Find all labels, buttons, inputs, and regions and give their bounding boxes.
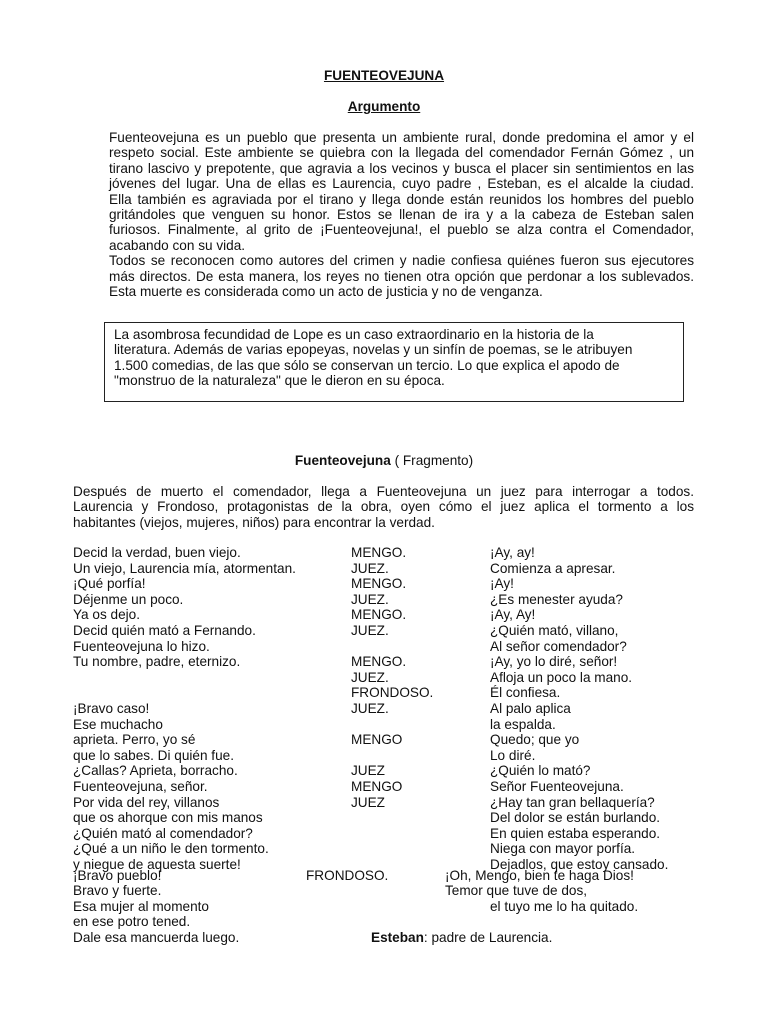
verse-line: ¡Bravo caso!	[73, 701, 150, 716]
verse-line: Señor Fuenteovejuna.	[490, 779, 624, 794]
verse-line: Bravo y fuerte.	[73, 883, 162, 898]
verse-line: Niega con mayor porfía.	[490, 841, 636, 857]
verse-line: ¡Ay, ay!	[490, 545, 535, 560]
verse-line: ¿Hay tan gran bellaquería?	[490, 794, 655, 810]
verse-line: ¿Quién mató al comendador?	[73, 825, 253, 841]
intro-line: habitantes (viejos, mujeres, niños) para encontrar la verdad.	[73, 514, 435, 530]
argument-line: más directos. De esta manera, los reyes no tienen otra opción que perdonar a los sublevados.	[109, 268, 694, 284]
section-subtitle: Argumento	[347, 99, 421, 114]
info-box-line: "monstruo de la naturaleza" que le dieron en su época.	[114, 373, 445, 389]
argument-line: acabando con su vida.	[109, 237, 246, 253]
verse-line: Temor que tuve de dos,	[445, 883, 588, 898]
speaker-name: MENGO.	[351, 545, 407, 560]
verse-line: Comienza a apresar.	[490, 560, 616, 576]
argument-line: respeto social. Este ambiente se quiebra con la llegada del comendador Fernán Gómez , un	[109, 145, 694, 161]
character-note-name: Esteban	[371, 930, 424, 945]
verse-line: Del dolor se están burlando.	[490, 810, 661, 826]
verse-line: y niegue de aquesta suerte!	[73, 857, 241, 872]
verse-line: En quien estaba esperando.	[490, 825, 661, 841]
verse-line: Ese muchacho	[73, 716, 163, 732]
fragment-heading-title: Fuenteovejuna	[294, 453, 391, 468]
verse-line: Afloja un poco la mano.	[490, 669, 633, 685]
speaker-name: JUEZ.	[351, 701, 389, 716]
speaker-name: JUEZ.	[351, 591, 389, 607]
verse-line: Lo diré.	[490, 747, 536, 763]
argument-line: furiosos. Finalmente, al grito de ¡Fuenteovejuna!, el pueblo se alza contra el Comendador,	[109, 222, 694, 238]
character-note-desc: : padre de Laurencia.	[423, 930, 553, 945]
verse-line: Decid la verdad, buen viejo.	[73, 545, 241, 560]
verse-line: Tu nombre, padre, eternizo.	[73, 654, 241, 670]
verse-line: Ya os dejo.	[73, 607, 141, 623]
verse-line: ¿Quién mató, villano,	[490, 623, 619, 638]
argument-line: Ella también es agraviada por el tirano y llega donde están reunidos los hombres del pueblo	[109, 191, 694, 207]
fragment-heading-rest: ( Fragmento)	[390, 453, 474, 468]
intro-line: Después de muerto el comendador, llega a Fuenteovejuna un juez para interrogar a todos.	[73, 484, 694, 499]
character-note	[371, 930, 552, 945]
speaker-name: MENGO	[351, 732, 403, 748]
verse-line: ¿Quién lo mató?	[490, 763, 591, 779]
speaker-name: JUEZ	[351, 794, 385, 810]
verse-line: Al palo aplica	[490, 701, 571, 716]
verse-line: ¡Bravo pueblo!	[73, 868, 162, 883]
verse-line: Él confiesa.	[490, 685, 561, 701]
verse-line: Fuenteovejuna, señor.	[73, 779, 208, 794]
argument-line: Todos se reconocen como autores del crimen y nadie confiesa quiénes fueron sus ejecutores	[109, 253, 694, 269]
verse-line: ¡Qué porfía!	[73, 576, 146, 592]
speaker-name: FRONDOSO.	[306, 868, 389, 883]
argument-paragraph	[109, 130, 694, 299]
info-box-text	[114, 327, 632, 389]
argument-line: tirano lascivo y prepotente, que agravia a los vecinos y busca el placer sin sentimientos en las	[109, 160, 694, 176]
verse-line: Decid quién mató a Fernando.	[73, 623, 256, 638]
speaker-name: JUEZ.	[351, 623, 389, 638]
verse-line: Esa mujer al momento	[73, 899, 209, 914]
verse-line: ¿Qué a un niño le den tormento.	[73, 841, 269, 857]
verse-line: Dale esa mancuerda luego.	[73, 930, 240, 945]
speaker-name: MENGO.	[351, 576, 407, 592]
speaker-name: MENGO.	[351, 654, 407, 670]
verse-line: Por vida del rey, villanos	[73, 794, 220, 810]
speaker-name: JUEZ.	[351, 669, 389, 685]
argument-line: Esta muerte es considerada como un acto de justicia y no de venganza.	[109, 284, 543, 300]
verse-line: Dejadlos, que estoy cansado.	[490, 857, 669, 872]
verse-line: ¡Ay!	[490, 576, 514, 592]
verse-line: Al señor comendador?	[490, 638, 627, 654]
speaker-name: JUEZ.	[351, 560, 389, 576]
fragment-heading	[0, 453, 768, 468]
verse-line: ¿Callas? Aprieta, borracho.	[73, 763, 238, 779]
intro-paragraph	[73, 484, 694, 530]
argument-line: Fuenteovejuna es un pueblo que presenta un ambiente rural, donde predomina el amor y el	[109, 130, 694, 145]
verse-line: ¡Ay, Ay!	[490, 607, 536, 623]
info-box-line: 1.500 comedias, de las que sólo se conservan un tercio. Lo que explica el apodo de	[114, 357, 620, 373]
verse-line: Déjenme un poco.	[73, 591, 184, 607]
verse-line: la espalda.	[490, 716, 556, 732]
verse-line: Fuenteovejuna lo hizo.	[73, 638, 210, 654]
verse-line: que lo sabes. Di quién fue.	[73, 747, 234, 763]
verse-line: Quedo; que yo	[490, 732, 580, 748]
verse-line: Un viejo, Laurencia mía, atormentan.	[73, 560, 296, 576]
argument-line: gritándoles que venguen su honor. Estos se llenan de ira y a la cabeza de Esteban salen	[109, 207, 694, 223]
intro-line: Laurencia y Frondoso, protagonistas de la obra, oyen cómo el juez aplica el tormento a los	[73, 499, 694, 515]
document-title: FUENTEOVEJUNA	[323, 68, 445, 83]
info-box-line: La asombrosa fecundidad de Lope es un caso extraordinario en la historia de la	[114, 327, 594, 342]
info-box-line: literatura. Además de varias epopeyas, novelas y un sinfín de poemas, se le atribuyen	[114, 342, 633, 358]
verse-line: ¡Ay, yo lo diré, señor!	[490, 654, 618, 670]
speaker-name: MENGO	[351, 779, 403, 794]
verse-line: aprieta. Perro, yo sé	[73, 732, 196, 748]
verse-line: ¡Oh, Mengo, bien te haga Dios!	[445, 868, 634, 883]
speaker-name: MENGO.	[351, 607, 407, 623]
argument-line: jóvenes del lugar. Una de ellas es Laurencia, cuyo padre , Esteban, es el alcalde la ciudad.	[109, 176, 694, 192]
speaker-name: FRONDOSO.	[351, 685, 434, 701]
verse-line: que os ahorque con mis manos	[73, 810, 263, 826]
verse-line: en ese potro tened.	[73, 914, 191, 929]
speaker-name: JUEZ	[351, 763, 385, 779]
verse-line: el tuyo me lo ha quitado.	[490, 899, 639, 914]
verse-line: ¿Es menester ayuda?	[490, 591, 623, 607]
